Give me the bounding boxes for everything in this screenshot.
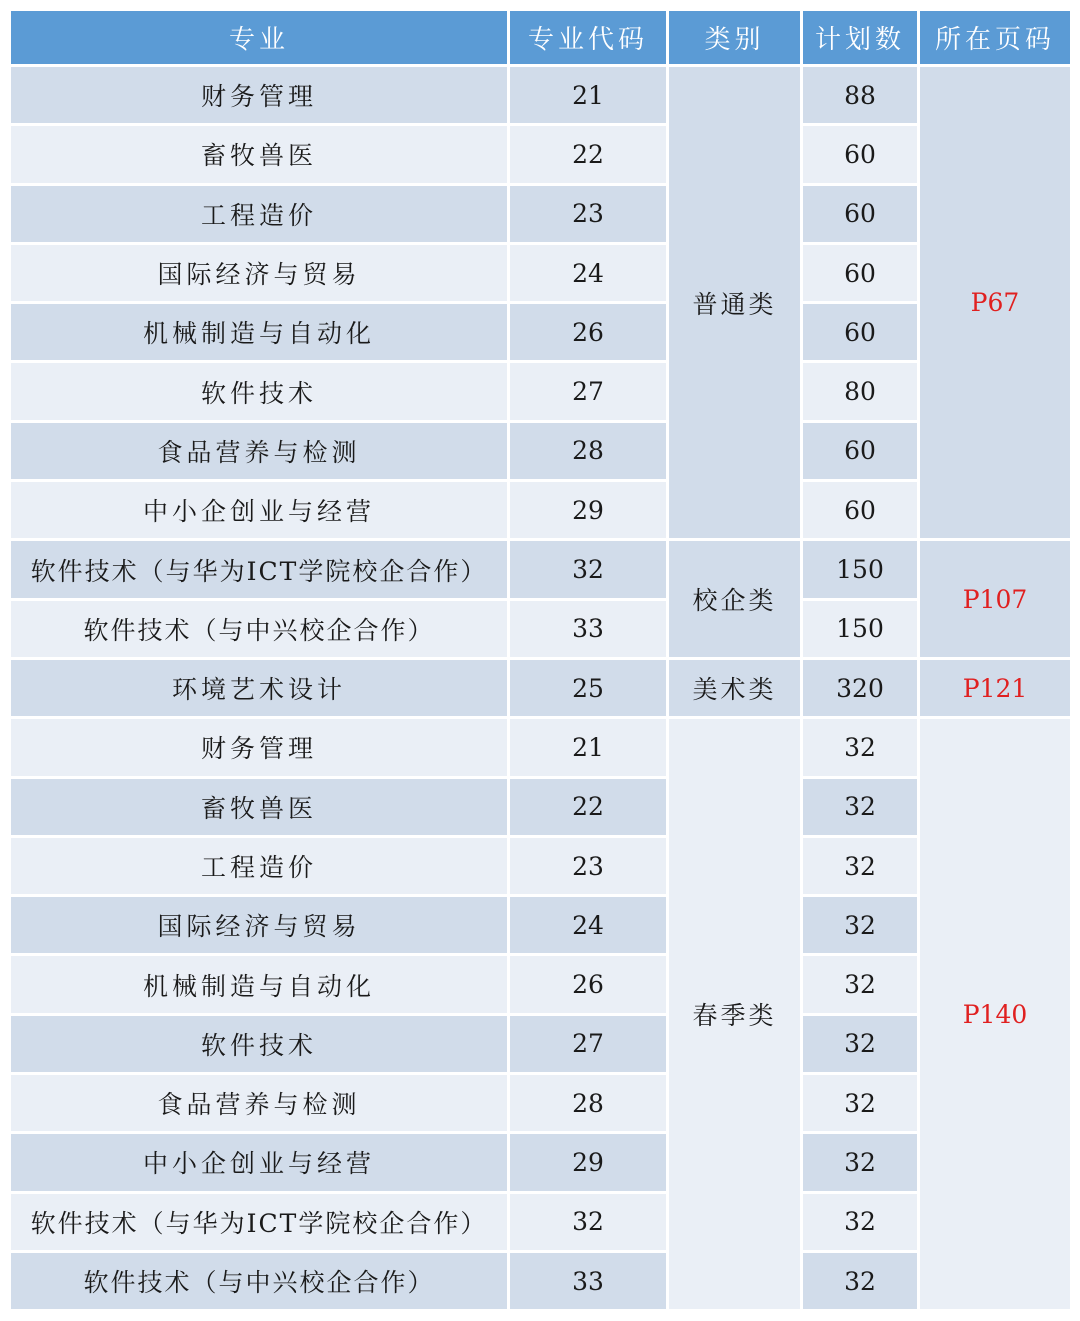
code-cell: 33 — [510, 1253, 666, 1309]
table-row — [11, 838, 1070, 894]
code-cell: 24 — [510, 245, 666, 301]
code-cell: 29 — [510, 482, 666, 538]
plan-cell: 32 — [803, 1016, 917, 1072]
header-major: 专业 — [11, 11, 507, 64]
table-row — [11, 660, 1070, 716]
table-row — [11, 363, 1070, 419]
major-cell: 工程造价 — [11, 186, 507, 242]
major-cell: 中小企创业与经营 — [11, 1134, 507, 1190]
code-cell: 21 — [510, 67, 666, 123]
code-cell: 23 — [510, 186, 666, 242]
major-cell: 财务管理 — [11, 67, 507, 123]
major-cell: 工程造价 — [11, 838, 507, 894]
major-cell: 软件技术 — [11, 1016, 507, 1072]
header-category: 类别 — [669, 11, 800, 64]
table-row — [11, 541, 1070, 597]
major-cell: 食品营养与检测 — [11, 423, 507, 479]
category-cell: 校企类 — [669, 541, 800, 657]
code-cell: 26 — [510, 956, 666, 1012]
code-cell: 33 — [510, 601, 666, 657]
major-cell: 环境艺术设计 — [11, 660, 507, 716]
page-cell: P121 — [920, 660, 1070, 716]
plan-cell: 60 — [803, 126, 917, 182]
enrollment-plan-table — [8, 8, 1073, 1312]
plan-cell: 32 — [803, 1194, 917, 1250]
table-row — [11, 719, 1070, 775]
major-cell: 国际经济与贸易 — [11, 897, 507, 953]
plan-cell: 320 — [803, 660, 917, 716]
header-plan: 计划数 — [803, 11, 917, 64]
table-row — [11, 126, 1070, 182]
plan-cell: 32 — [803, 838, 917, 894]
table-row — [11, 67, 1070, 123]
major-cell: 软件技术 — [11, 363, 507, 419]
plan-cell: 32 — [803, 1134, 917, 1190]
table-row — [11, 423, 1070, 479]
plan-cell: 32 — [803, 1253, 917, 1309]
major-cell: 软件技术（与华为ICT学院校企合作） — [11, 541, 507, 597]
table-header — [11, 11, 1070, 64]
plan-cell: 32 — [803, 1075, 917, 1131]
plan-cell: 150 — [803, 601, 917, 657]
code-cell: 25 — [510, 660, 666, 716]
plan-cell: 32 — [803, 897, 917, 953]
code-cell: 21 — [510, 719, 666, 775]
code-cell: 29 — [510, 1134, 666, 1190]
page-cell: P107 — [920, 541, 1070, 657]
table-row — [11, 897, 1070, 953]
table-row — [11, 601, 1070, 657]
table-row — [11, 304, 1070, 360]
major-cell: 食品营养与检测 — [11, 1075, 507, 1131]
table-row — [11, 779, 1070, 835]
major-cell: 软件技术（与中兴校企合作） — [11, 601, 507, 657]
header-code: 专业代码 — [510, 11, 666, 64]
code-cell: 27 — [510, 363, 666, 419]
code-cell: 22 — [510, 126, 666, 182]
plan-cell: 60 — [803, 245, 917, 301]
category-cell: 美术类 — [669, 660, 800, 716]
plan-cell: 88 — [803, 67, 917, 123]
header-row — [11, 11, 1070, 64]
table-row — [11, 245, 1070, 301]
plan-cell: 60 — [803, 423, 917, 479]
major-cell: 畜牧兽医 — [11, 126, 507, 182]
table-row — [11, 956, 1070, 1012]
code-cell: 23 — [510, 838, 666, 894]
table-body — [11, 67, 1070, 1309]
category-cell: 普通类 — [669, 67, 800, 538]
plan-cell: 32 — [803, 779, 917, 835]
code-cell: 24 — [510, 897, 666, 953]
table-row — [11, 1194, 1070, 1250]
code-cell: 26 — [510, 304, 666, 360]
table-row — [11, 1016, 1070, 1072]
plan-cell: 32 — [803, 719, 917, 775]
table-row — [11, 1075, 1070, 1131]
table-row — [11, 1253, 1070, 1309]
table-row — [11, 482, 1070, 538]
major-cell: 机械制造与自动化 — [11, 304, 507, 360]
code-cell: 32 — [510, 1194, 666, 1250]
plan-cell: 60 — [803, 304, 917, 360]
code-cell: 28 — [510, 423, 666, 479]
major-cell: 畜牧兽医 — [11, 779, 507, 835]
code-cell: 22 — [510, 779, 666, 835]
table-row — [11, 186, 1070, 242]
major-cell: 机械制造与自动化 — [11, 956, 507, 1012]
major-cell: 软件技术（与华为ICT学院校企合作） — [11, 1194, 507, 1250]
code-cell: 28 — [510, 1075, 666, 1131]
plan-cell: 60 — [803, 482, 917, 538]
major-cell: 软件技术（与中兴校企合作） — [11, 1253, 507, 1309]
major-cell: 中小企创业与经营 — [11, 482, 507, 538]
plan-cell: 80 — [803, 363, 917, 419]
table-row — [11, 1134, 1070, 1190]
major-cell: 财务管理 — [11, 719, 507, 775]
major-cell: 国际经济与贸易 — [11, 245, 507, 301]
plan-cell: 60 — [803, 186, 917, 242]
page-cell: P140 — [920, 719, 1070, 1309]
plan-cell: 150 — [803, 541, 917, 597]
header-page: 所在页码 — [920, 11, 1070, 64]
code-cell: 32 — [510, 541, 666, 597]
code-cell: 27 — [510, 1016, 666, 1072]
plan-cell: 32 — [803, 956, 917, 1012]
category-cell: 春季类 — [669, 719, 800, 1309]
page-cell: P67 — [920, 67, 1070, 538]
